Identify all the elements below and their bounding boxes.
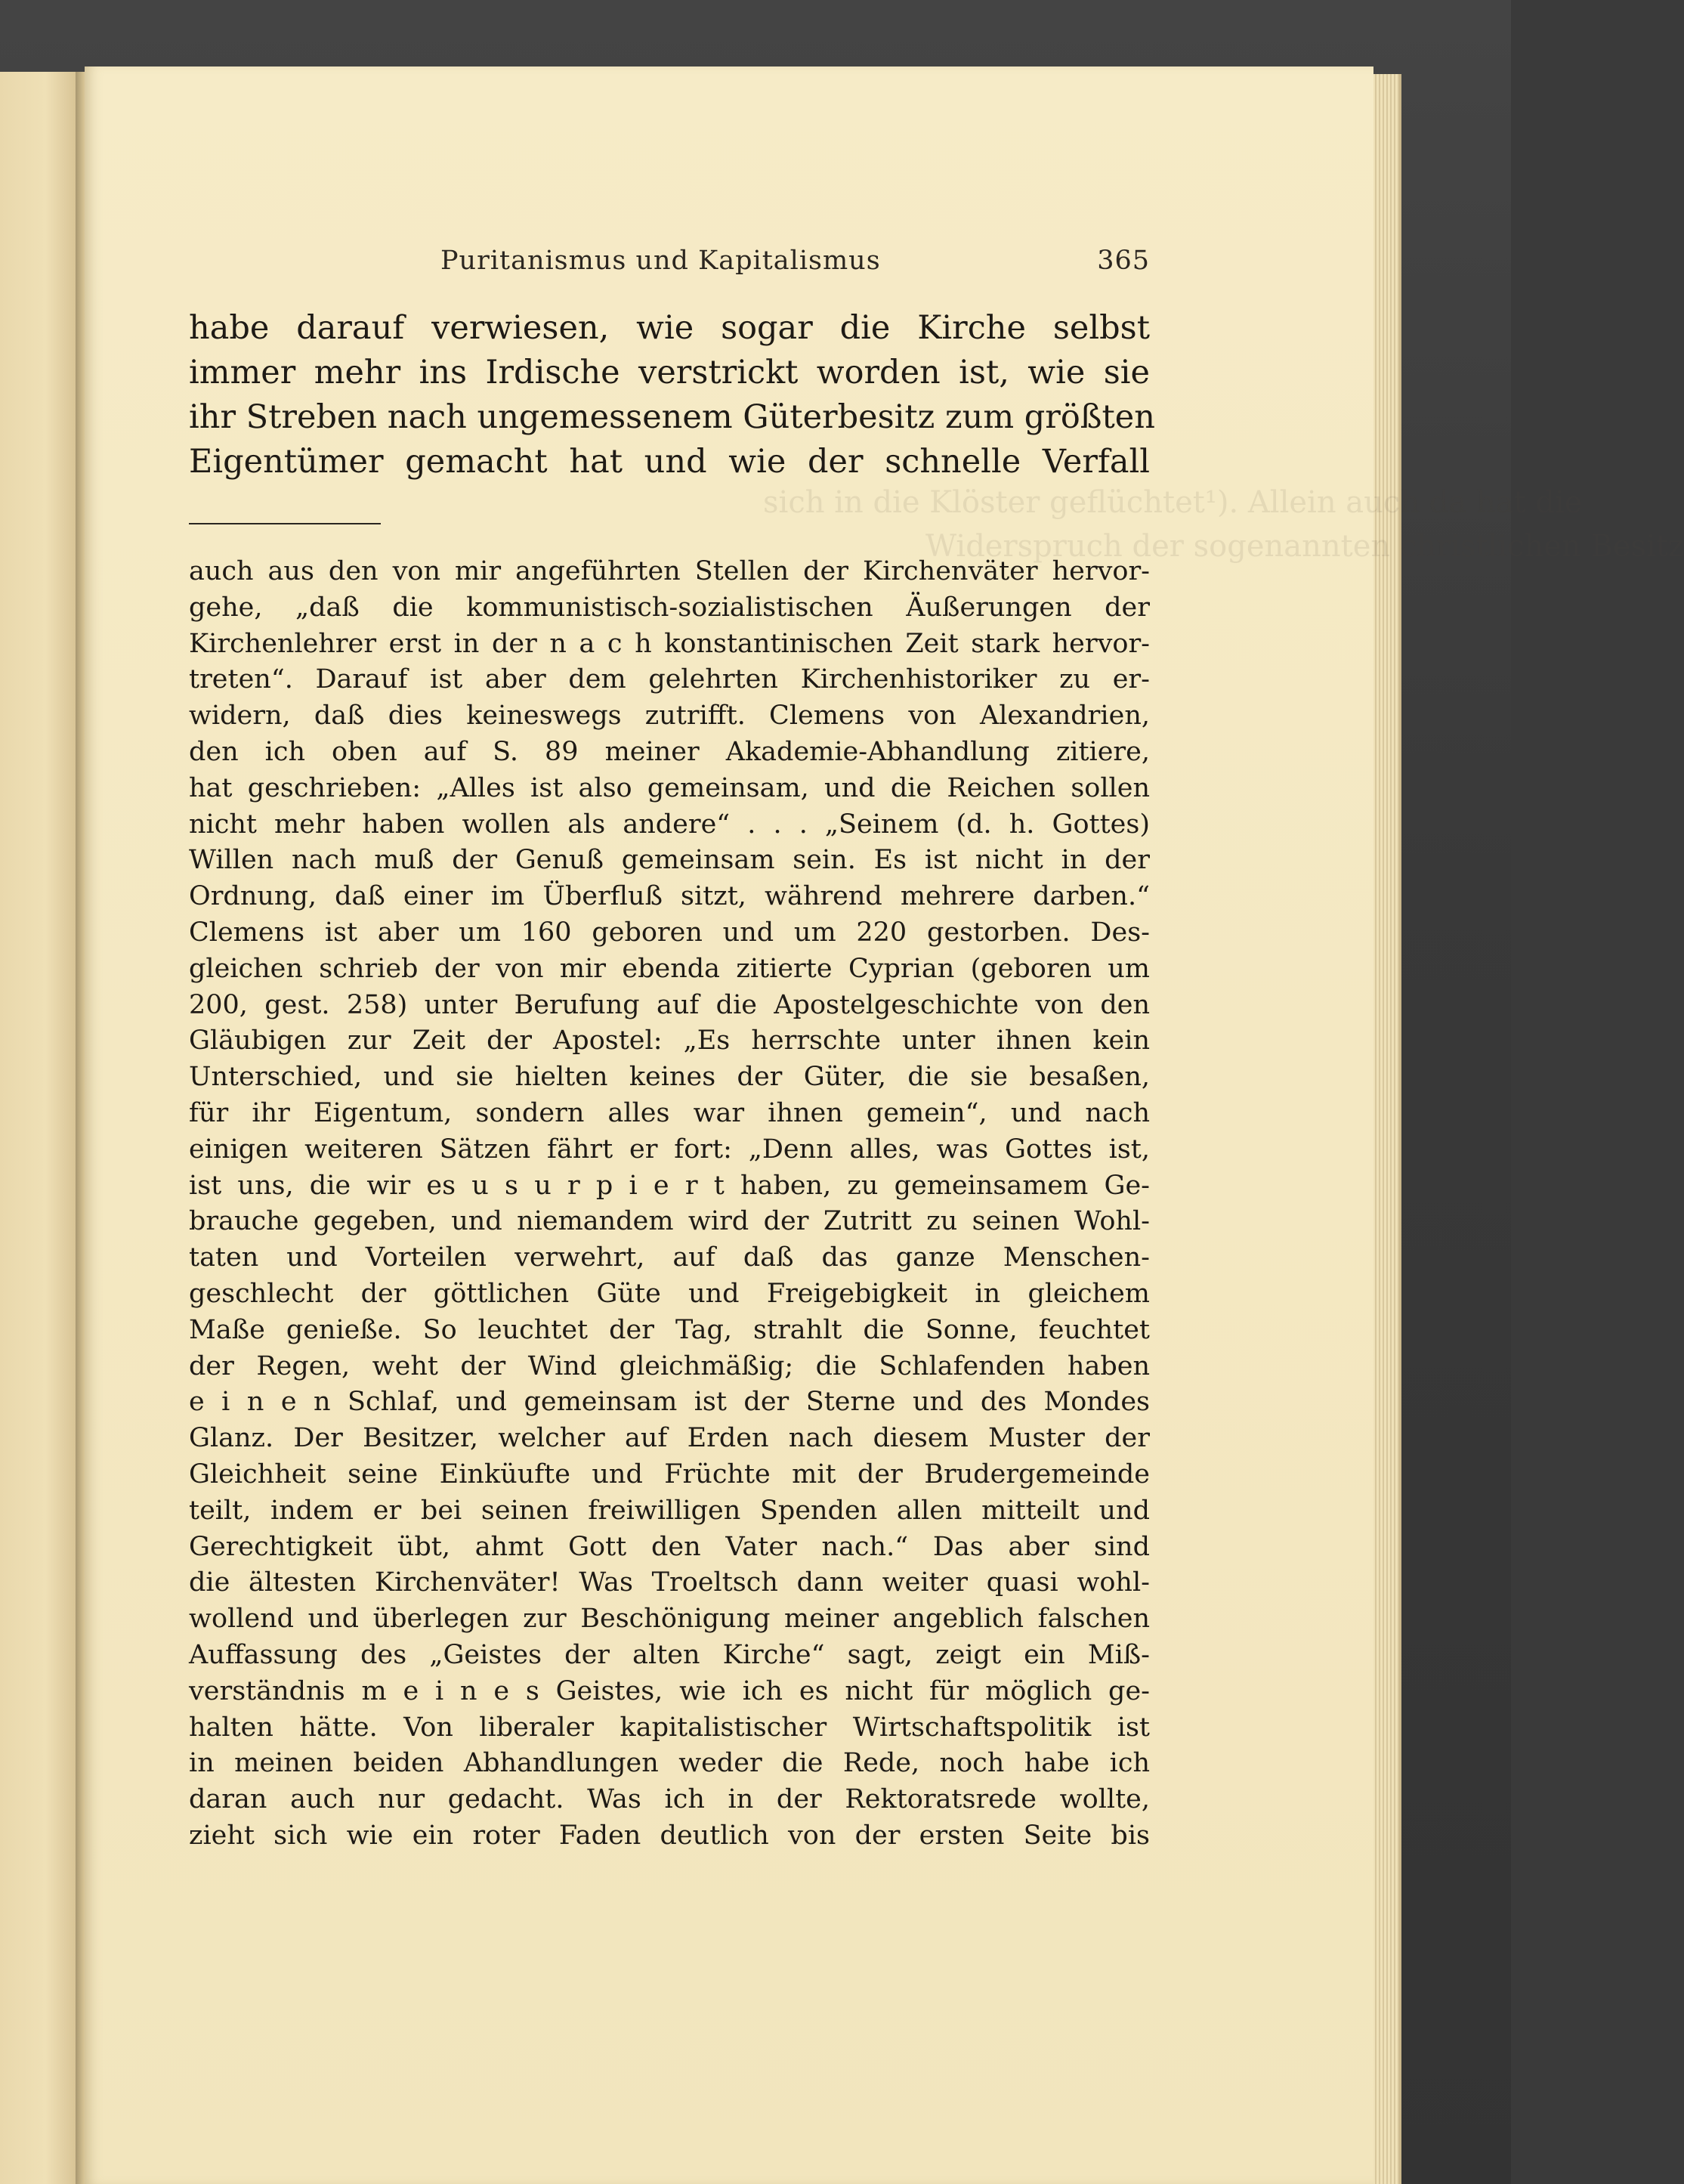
page-stack-edge bbox=[1369, 74, 1401, 2184]
body-line: immer mehr ins Irdische verstrickt worden ist, wie sie bbox=[189, 354, 1150, 391]
footnote-line: taten und Vorteilen verwehrt, auf daß das ganze Menschen- bbox=[189, 1242, 1150, 1273]
bleed-through-text: Widerspruch der sogenannten christlichen Besitz bbox=[925, 529, 1684, 564]
footnote-line: Unterschied, und sie hielten keines der Güter, die sie besaßen, bbox=[189, 1062, 1150, 1093]
footnote-line: geschlecht der göttlichen Güte und Freigebigkeit in gleichem bbox=[189, 1278, 1150, 1309]
footnote-line: der Regen, weht der Wind gleichmäßig; die Schlafenden haben bbox=[189, 1350, 1150, 1381]
footnote-line: teilt, indem er bei seinen freiwilligen Spenden allen mitteilt und bbox=[189, 1495, 1150, 1526]
footnote-line: Willen nach muß der Genuß gemeinsam sein. Es ist nicht in der bbox=[189, 845, 1150, 876]
footnote-line: nicht mehr haben wollen als andere“ . . . „Seinem (d. h. Gottes) bbox=[189, 809, 1150, 840]
footnote-line: gehe, „daß die kommunistisch-sozialistischen Äußerungen der bbox=[189, 592, 1150, 623]
body-line: ihr Streben nach ungemessenem Güterbesitz zum größten bbox=[189, 398, 1155, 436]
footnote-rule bbox=[189, 523, 381, 524]
facing-page-edge bbox=[0, 72, 83, 2184]
footnote-line: hat geschrieben: „Alles ist also gemeinsam, und die Reichen sollen bbox=[189, 772, 1150, 803]
footnote-line: auch aus den von mir angeführten Stellen der Kirchenväter hervor- bbox=[189, 556, 1150, 586]
footnote-line: in meinen beiden Abhandlungen weder die Rede, noch habe ich bbox=[189, 1748, 1150, 1779]
body-line: Eigentümer gemacht hat und wie der schnelle Verfall bbox=[189, 443, 1150, 481]
footnote-line: verständnis m e i n e s Geistes, wie ich es nicht für möglich ge- bbox=[189, 1675, 1150, 1706]
footnote-line: Ordnung, daß einer im Überfluß sitzt, während mehrere darben.“ bbox=[189, 881, 1150, 912]
bleed-through-text: sich in die Klöster geflüchtet¹). Allein auch da hat die bbox=[763, 485, 1583, 520]
footnote-line: daran auch nur gedacht. Was ich in der Rektoratsrede wollte, bbox=[189, 1784, 1150, 1815]
footnote-line: treten“. Darauf ist aber dem gelehrten Kirchenhistoriker zu er- bbox=[189, 664, 1150, 695]
footnote-line: widern, daß dies keineswegs zutrifft. Clemens von Alexandrien, bbox=[189, 701, 1150, 732]
footnote-line: brauche gegeben, und niemandem wird der Zutritt zu seinen Wohl- bbox=[189, 1206, 1150, 1237]
footnote-line: Glanz. Der Besitzer, welcher auf Erden nach diesem Muster der bbox=[189, 1423, 1150, 1454]
page-number: 365 bbox=[1097, 246, 1150, 276]
footnote-line: Clemens ist aber um 160 geboren und um 220 gestorben. Des- bbox=[189, 917, 1150, 948]
footnote-line: den ich oben auf S. 89 meiner Akademie-Abhandlung zitiere, bbox=[189, 736, 1150, 767]
footnote-line: Gläubigen zur Zeit der Apostel: „Es herrschte unter ihnen kein bbox=[189, 1025, 1150, 1056]
running-head bbox=[189, 246, 1150, 291]
footnote-line: die ältesten Kirchenväter! Was Troeltsch dann weiter quasi wohl- bbox=[189, 1567, 1150, 1598]
main-body-text bbox=[189, 306, 1155, 484]
footnote-line: Gerechtigkeit übt, ahmt Gott den Vater nach.“ Das aber sind bbox=[189, 1531, 1150, 1562]
footnote-line: ist uns, die wir es u s u r p i e r t haben, zu gemeinsamem Ge- bbox=[189, 1170, 1150, 1201]
footnote-line: e i n e n Schlaf, und gemeinsam ist der Sterne und des Mondes bbox=[189, 1387, 1150, 1418]
footnote-line: halten hätte. Von liberaler kapitalistischer Wirtschaftspolitik ist bbox=[189, 1712, 1150, 1743]
footnote-line: gleichen schrieb der von mir ebenda zitierte Cyprian (geboren um bbox=[189, 953, 1150, 984]
footnote-text bbox=[189, 554, 1150, 1855]
running-title: Puritanismus und Kapitalismus bbox=[440, 246, 881, 276]
body-line: habe darauf verwiesen, wie sogar die Kirche selbst bbox=[189, 309, 1150, 347]
footnote-line: 200, gest. 258) unter Berufung auf die Apostelgeschichte von den bbox=[189, 989, 1150, 1020]
footnote-line: Gleichheit seine Einküufte und Früchte mit der Brudergemeinde bbox=[189, 1459, 1150, 1490]
footnote-line: Kirchenlehrer erst in der n a c h konstantinischen Zeit stark hervor- bbox=[189, 628, 1150, 659]
footnote-line: Maße genieße. So leuchtet der Tag, strahlt die Sonne, feuchtet bbox=[189, 1314, 1150, 1345]
footnote-line: zieht sich wie ein roter Faden deutlich von der ersten Seite bis bbox=[189, 1820, 1150, 1851]
footnote-line: einigen weiteren Sätzen fährt er fort: „Denn alles, was Gottes ist, bbox=[189, 1134, 1150, 1165]
footnote-line: für ihr Eigentum, sondern alles war ihnen gemein“, und nach bbox=[189, 1097, 1150, 1128]
footnote-line: Auffassung des „Geistes der alten Kirche“ sagt, zeigt ein Miß- bbox=[189, 1639, 1150, 1670]
footnote-line: wollend und überlegen zur Beschönigung meiner angeblich falschen bbox=[189, 1604, 1150, 1635]
